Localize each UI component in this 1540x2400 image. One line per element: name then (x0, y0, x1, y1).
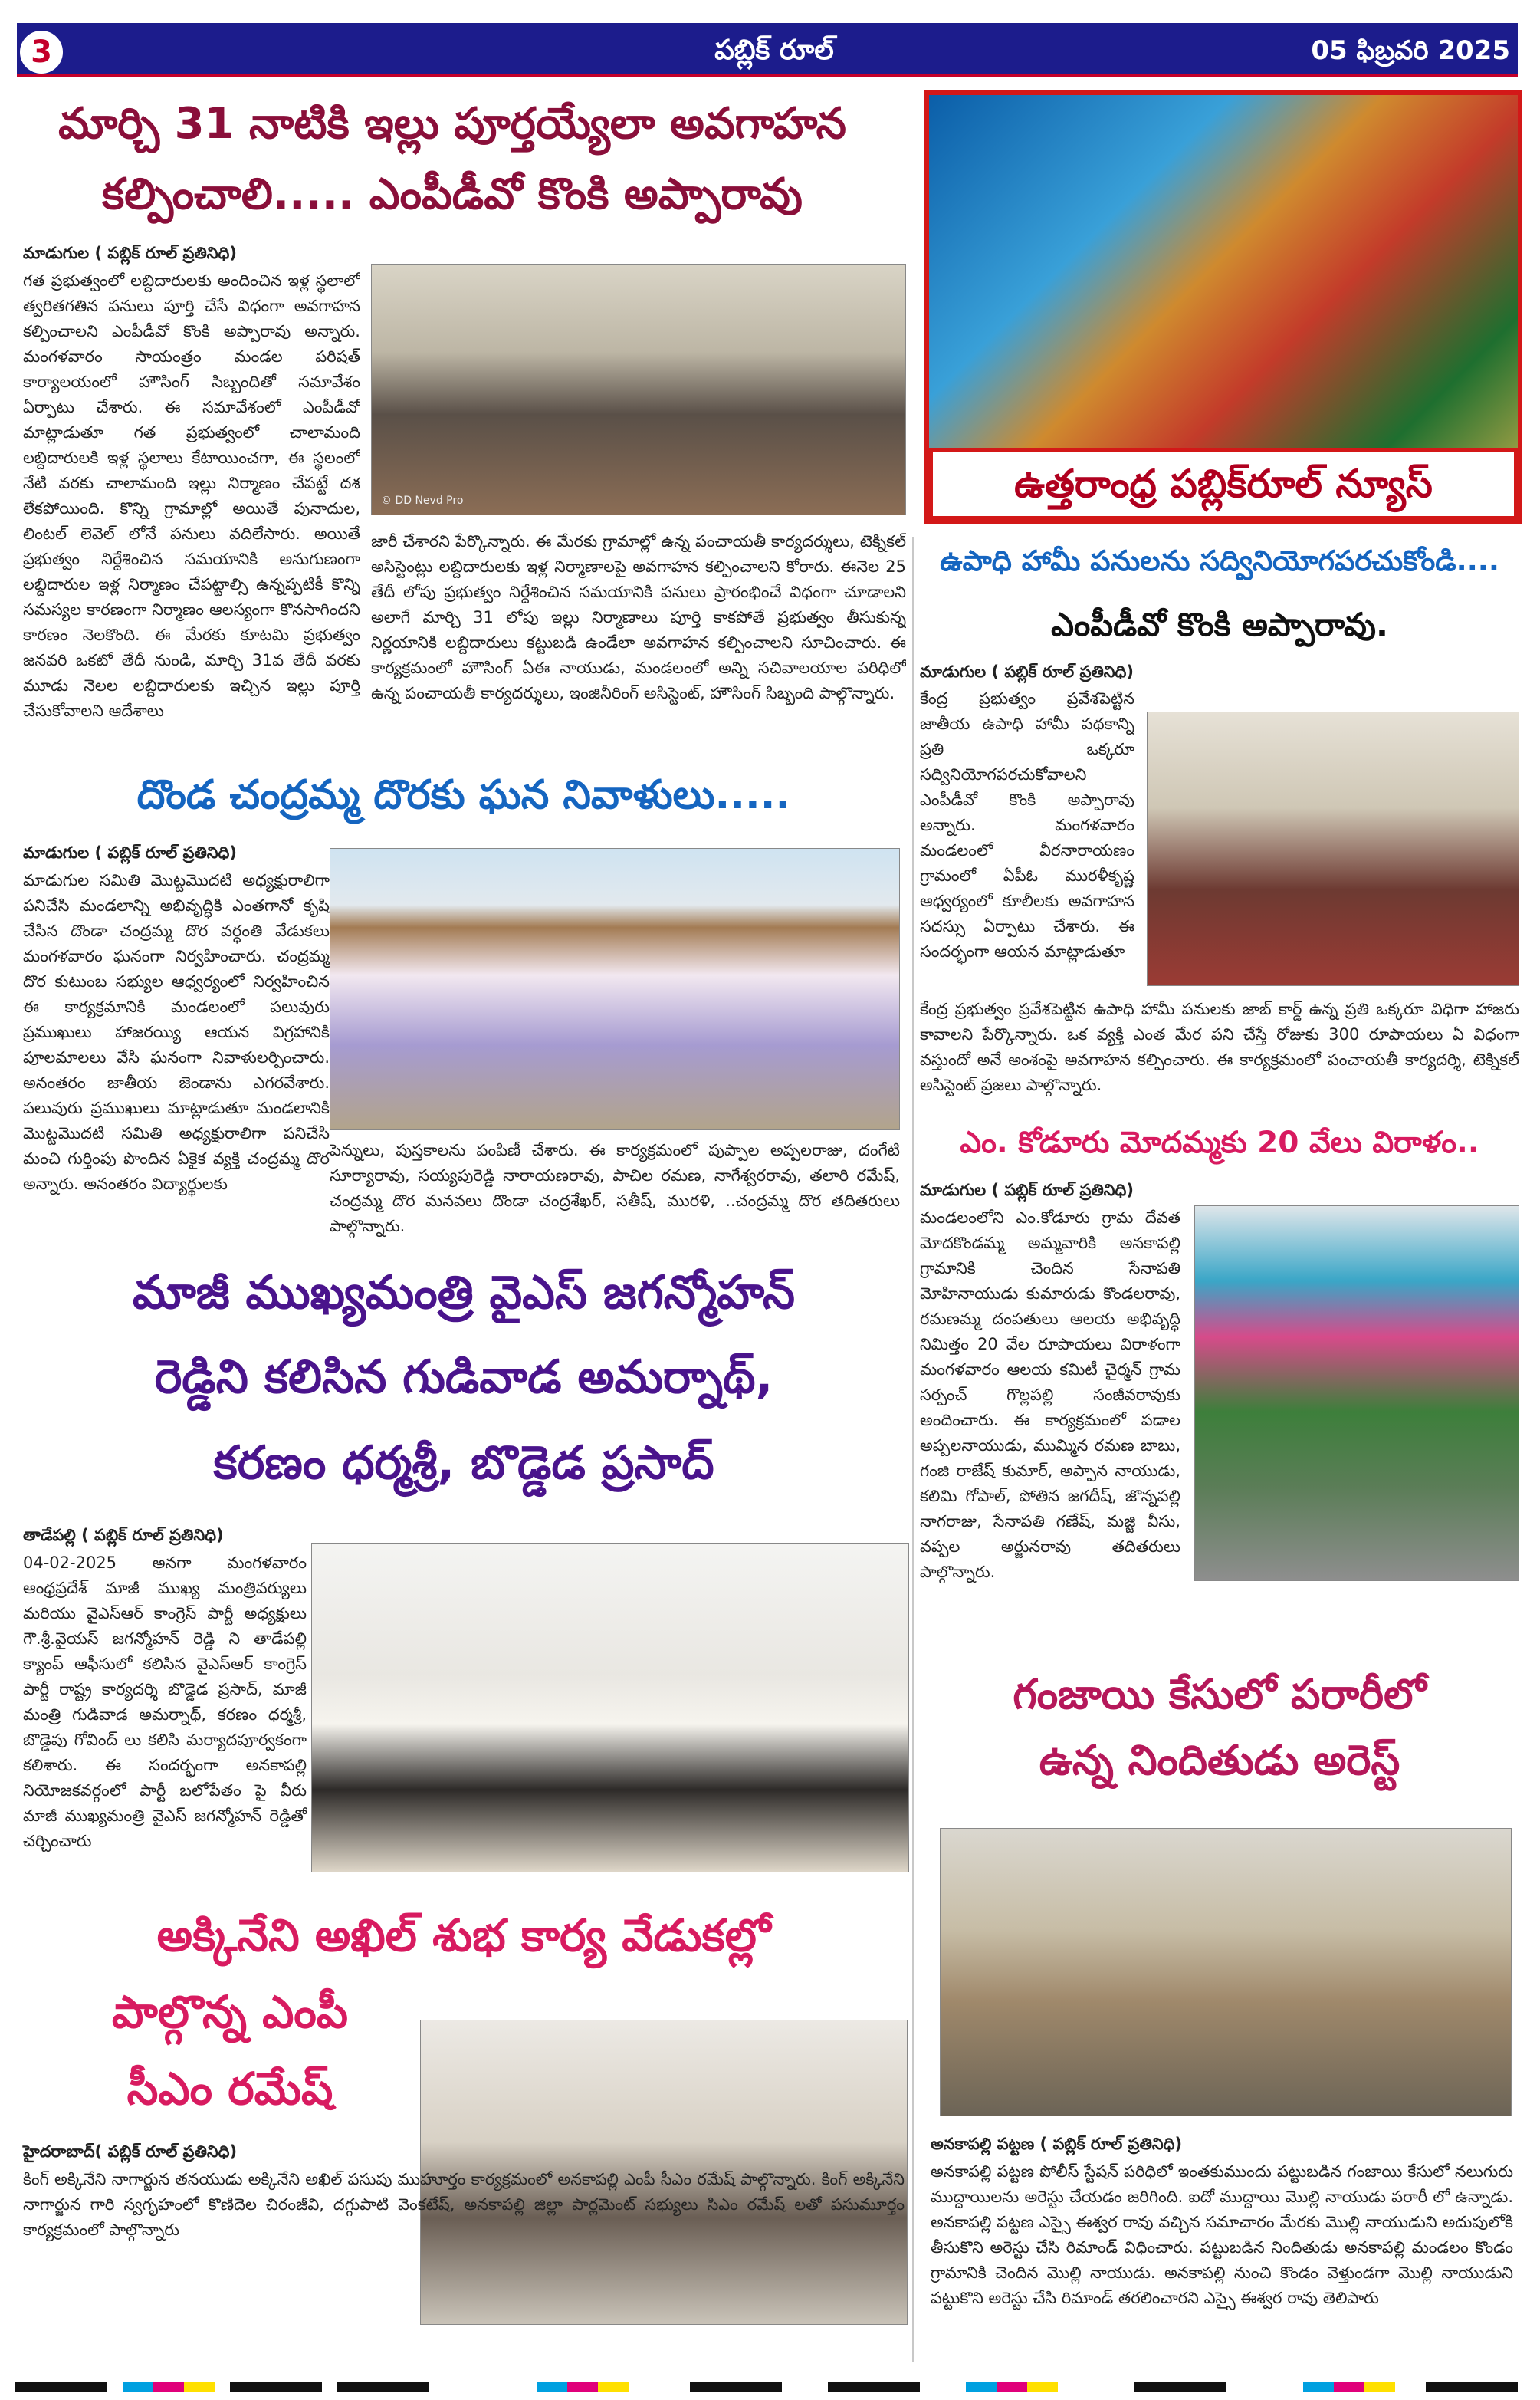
article1-photo (371, 264, 906, 515)
page-number: 3 (20, 31, 63, 74)
color-bar-black (1134, 2382, 1226, 2392)
article2-headline-line2: ఎంపీడీవో కొంకి అప్పారావు. (1051, 606, 1388, 643)
color-bar-cyan (123, 2382, 153, 2392)
article1-headline-line2: కల్పించాలి..... ఎంపీడీవో కొంకి అప్పారావు (102, 169, 803, 219)
paper-name: పబ్లిక్ రూల్ (714, 35, 834, 66)
article4-byline: మాడుగుల ( పబ్లిక్ రూల్ ప్రతినిధి) (920, 1181, 1134, 1199)
article3-byline: మాడుగుల ( పబ్లిక్ రూల్ ప్రతినిధి) (23, 843, 237, 862)
color-bar-black (1426, 2382, 1518, 2392)
article5-photo (311, 1543, 909, 1872)
color-bar-cyan (537, 2382, 567, 2392)
article4-headline: ఎం. కోడూరు మోదమ్మకు 20 వేలు విరాళం.. (960, 1126, 1479, 1160)
color-bar-magenta (997, 2382, 1027, 2392)
article2-photo (1147, 712, 1519, 986)
article6-headline-line2: ఉన్న నిందితుడు అరెస్ట్ (1039, 1736, 1400, 1784)
article3-body-col1: మాడుగుల సమితి మొట్టమొదటి అధ్యక్షురాలిగా పనిచేసి మండలాన్ని అభివృద్ధికి ఎంతగానో కృషి చేసిన దొండా చంద్రమ్మ దొర వర్ధంతి వేడుకలు మంగళవారం ఘనంగా నిర్వహించారు. చంద్రమ్మ దొర కుటుంబ సభ్యుల ఆధ్వర్యంలో నిర్వహించిన ఈ కార్యక్రమానికి మండలంలో పలువురు ప్రముఖులు హాజరయ్యి ఆయన విగ్రహానికి పూలమాలలు వేసి ఘనంగా నివాళులర్పించారు. అనంతరం జాతీయ జెండాను ఎగరవేశారు. పలువురు ప్రముఖులు మాట్లాడుతూ మండలానికి మొట్టమొదటి సమితి అధ్యక్షురాలిగా పనిచేసి మంచి గుర్తింపు పొందిన ఏకైక వ్యక్తి చంద్రమ్మ దొర అన్నారు. అనంతరం విద్యార్థులకు (23, 871, 330, 1193)
tourism-ad-label: ఉత్తరాంధ్ర పబ్లిక్‌రూల్ న్యూస్ (929, 448, 1518, 520)
article5-byline: తాడేపల్లి ( పబ్లిక్ రూల్ ప్రతినిధి) (23, 1526, 224, 1544)
article6-body: అనకాపల్లి పట్టణ పోలీస్ స్టేషన్ పరిధిలో ఇంతకుముందు పట్టుబడిన గంజాయి కేసులో నలుగురు ముద్దాయిలను అరెస్టు చేయడం జరిగింది. ఐదో ముద్దాయి మొల్లి నాయుడు పరారీ లో ఉన్నాడు. అనకాపల్లి పట్టణ ఎస్సై ఈశ్వర రావు వచ్చిన సమాచారం మేరకు మొల్లి నాయుడుని అదుపులోకి తీసుకొని అరెస్టు చేసి రిమాండ్ విధించారు. పట్టుబడిన నిందితుడు అనకాపల్లి మండలం కొండం గ్రామానికి చెందిన మొల్లి నాయుడు. అనకాపల్లి నుంచి కొండం వెళ్తుండగా మొల్లి నాయుడుని పట్టుకొని అరెస్టు చేసి రిమాండ్ తరలించారని ఎస్సై ఈశ్వర రావు తెలిపారు (931, 2162, 1513, 2307)
article3-headline: దొండ చంద్రమ్మ దొరకు ఘన నివాళులు..... (136, 772, 791, 818)
color-bar-cyan (966, 2382, 997, 2392)
article2-byline: మాడుగుల ( పబ్లిక్ రూల్ ప్రతినిధి) (920, 662, 1134, 681)
article1-body-col2: జారీ చేశారని పేర్కొన్నారు. ఈ మేరకు గ్రామాల్లో ఉన్న పంచాయతీ కార్యదర్శులు, టెక్నికల్ అసిస్టెంట్లు లబ్దిదారులకు ఇళ్ల నిర్మాణాలపై అవగాహన కల్పించాలని కోరారు. ఈనెల 25 తేదీ లోపు ప్రభుత్వం నిర్దేశించిన సమయానికి పనులు ప్రారంభించే విధంగా చూడాలని అలాగే మార్చి 31 లోపు ఇల్లు నిర్మాణాలు పూర్తి కాకపోతే ప్రభుత్వం తీసుకున్న నిర్ణయానికి లబ్దిదారులు కట్టుబడి ఉండేలా అవగాహన కల్పించాలని సూచించారు. ఈ కార్యక్రమంలో హౌసింగ్ ఏఈ నాయుడు, మండలంలో అన్ని సచివాలయాల పరిధిలో ఉన్న పంచాయతీ కార్యదర్శులు, ఇంజినీరింగ్ అసిస్టెంట్, హౌసింగ్ సిబ్బంది పాల్గొన్నారు. (371, 532, 906, 702)
column-divider (912, 537, 914, 2362)
color-bar-black (15, 2382, 107, 2392)
article6-headline-line1: గంజాయి కేసులో పరారీలో (1013, 1670, 1427, 1718)
photo-credit: © DD Nevd Pro (381, 495, 464, 507)
article7-headline-line3: సీఎం రమేష్ (126, 2063, 333, 2115)
color-bar-yellow (184, 2382, 215, 2392)
article4-body: మండలంలోని ఎం.కోడూరు గ్రామ దేవత మోదకొండమ్మ అమ్మవారికి అనకాపల్లి గ్రామానికి చెందిన సేనాపతి మోహినాయుడు కుమారుడు కొండలరావు, రమణమ్మ దంపతులు ఆలయ అభివృద్ధి నిమిత్తం 20 వేల రూపాయలు విరాళంగా మంగళవారం ఆలయ కమిటీ చైర్మన్ గ్రామ సర్పంచ్ గొల్లపల్లి సంజీవరావుకు అందించారు. ఈ కార్యక్రమంలో పడాల అప్పలనాయుడు, ముమ్మిన రమణ బాబు, గంజి రాజేష్ కుమార్, అప్పాన నాయుడు, కలిమి గోపాల్, పోతిన జగదీష్, జొన్నపల్లి నాగరాజు, సేనాపతి గణేష్, మజ్జి వీసు, వప్పల అర్జునరావు తదితరులు పాల్గొన్నారు. (920, 1208, 1180, 1581)
color-bar-magenta (567, 2382, 598, 2392)
article5-headline-line2: రెడ్డిని కలిసిన గుడివాడ అమర్నాథ్, (154, 1350, 773, 1404)
color-bar-black (230, 2382, 322, 2392)
article6-byline: అనకాపల్లి పట్టణ ( పబ్లిక్ రూల్ ప్రతినిధి) (931, 2135, 1183, 2153)
article7-body: కింగ్ అక్కినేని నాగార్జున తనయుడు అక్కినేని అఖిల్ పసుపు ముహూర్తం కార్యక్రమంలో అనకాపల్లి ఎంపీ సీఎం రమేష్ పాల్గొన్నారు. కింగ్ అక్కినేని నాగార్జున గారి స్వగృహంలో కొణిదెల చిరంజీవి, దగ్గుపాటి వెంకటేష్, అనకాపల్లి జిల్లా పార్లమెంట్ సభ్యులు సిఎం రమేష్ లతో పసుమూర్తం కార్యక్రమంలో పాల్గొన్నారు (23, 2170, 905, 2239)
color-bar-black (337, 2382, 429, 2392)
article2-headline-line1: ఉపాధి హామీ పనులను సద్వినియోగపరచుకోండి.... (940, 544, 1499, 577)
article1-body-col1: గత ప్రభుత్వంలో లబ్దిదారులకు అందించిన ఇళ్ల స్థలాలో త్వరితగతిన పనులు పూర్తి చేసే విధంగా అవగాహన కల్పించాలని ఎంపీడీవో కొంకి అప్పారావు అన్నారు. మంగళవారం సాయంత్రం మండల పరిషత్ కార్యాలయంలో హౌసింగ్ సిబ్బందితో సమావేశం ఏర్పాటు చేశారు. ఈ సమావేశంలో ఎంపీడీవో మాట్లాడుతూ గత ప్రభుత్వంలో చాలామంది లబ్దిదారులకి ఇళ్ల స్థలాలు కేటాయించగా, ఈ స్థలంలో నేటి వరకు చాలామంది ఇల్లు నిర్మాణం చేపట్టే దశ లేకపోయింది. కొన్ని గ్రామాల్లో అయితే పునాదుల, లింటల్ లెవెల్ లోనే పనులు వదిలేసారు. అయితే ప్రభుత్వం నిర్దేశించిన సమయానికి అనుగుణంగా లబ్దిదారుల ఇళ్ల నిర్మాణం చేపట్టాల్సి ఉన్నప్పటికీ కొన్ని సమస్యల కారణంగా నిర్మాణం ఆలస్యంగా కొనసాగిందని కారణం నెలకొంది. ఈ మేరకు కూటమి ప్రభుత్వం జనవరి ఒకటో తేదీ నుండి, మార్చి 31వ తేదీ వరకు మూడు నెలల లబ్దిదారులకు ఇచ్చిన ఇల్లు పూర్తి చేసుకోవాలని ఆదేశాలు (23, 271, 360, 720)
tourism-ad (924, 90, 1522, 524)
color-bar-cyan (1303, 2382, 1334, 2392)
article3-photo (330, 848, 900, 1130)
issue-date: 05 ఫిబ్రవరి 2025 (1311, 35, 1510, 66)
color-bar-yellow (598, 2382, 629, 2392)
article2-body-col1: కేంద్ర ప్రభుత్వం ప్రవేశపెట్టిన జాతీయ ఉపాధి హామీ పథకాన్ని ప్రతి ఒక్కరూ సద్వినియోగపరచుకోవాలని ఎంపీడీవో కొంకి అప్పారావు అన్నారు. మంగళవారం మండలంలో వీరనారాయణం గ్రామంలో ఏపీఓ మురళీకృష్ణ ఆధ్వర్యంలో కూలీలకు అవగాహన సదస్సు ఏర్పాటు చేశారు. ఈ సందర్భంగా ఆయన మాట్లాడుతూ (920, 689, 1134, 961)
article4-photo (1194, 1205, 1519, 1581)
color-bar-magenta (1334, 2382, 1364, 2392)
article1-byline: మాడుగుల ( పబ్లిక్ రూల్ ప్రతినిధి) (23, 244, 237, 262)
color-bar-magenta (153, 2382, 184, 2392)
article7-headline-line2: పాల్గొన్న ఎంపీ (111, 1986, 349, 2038)
color-bar-yellow (1364, 2382, 1395, 2392)
article5-headline-line3: కరణం ధర్మశ్రీ, బొడ్డెడ ప్రసాద్ (213, 1436, 714, 1490)
color-bar-yellow (1027, 2382, 1058, 2392)
article2-body-full: కేంద్ర ప్రభుత్వం ప్రవేశపెట్టిన ఉపాధి హామీ పనులకు జాబ్ కార్డ్ ఉన్న ప్రతి ఒక్కరూ విధిగా హాజరు కావాలని పేర్కొన్నారు. ఒక వ్యక్తి ఎంత మేర పని చేస్తే రోజుకు 300 రూపాయలు ఏ విధంగా వస్తుందో అనే అంశంపై అవగాహన కల్పించారు. ఈ కార్యక్రమంలో పంచాయతీ కార్యదర్శి, టెక్నికల్ అసిస్టెంట్ ప్రజలు పాల్గొన్నారు. (920, 1000, 1519, 1094)
article7-headline-line1: అక్కినేని అఖిల్ శుభ కార్య వేడుకల్లో (156, 1909, 771, 1961)
article5-headline-line1: మాజీ ముఖ్యమంత్రి వైఎస్ జగన్మోహన్ (132, 1266, 796, 1320)
article1-headline-line1: మార్చి 31 నాటికి ఇల్లు పూర్తయ్యేలా అవగాహన (58, 99, 846, 149)
color-bar-black (690, 2382, 782, 2392)
article7-byline: హైదరాబాద్( పబ్లిక్ రూల్ ప్రతినిధి) (23, 2142, 238, 2161)
article6-photo (940, 1828, 1512, 2116)
article5-body: 04-02-2025 అనగా మంగళవారం ఆంధ్రప్రదేశ్ మాజీ ముఖ్య మంత్రివర్యులు మరియు వైఎస్ఆర్ కాంగ్రెస్ పార్టీ అధ్యక్షులు గౌ.శ్రీ.వైయస్ జగన్మోహన్ రెడ్డి ని తాడేపల్లి క్యాంప్ ఆఫీసులో కలిసిన వైఎస్ఆర్ కాంగ్రెస్ పార్టీ రాష్ట్ర కార్యదర్శి బొడ్డెడ ప్రసాద్, మాజీ మంత్రి గుడివాడ అమర్నాథ్, కరణం ధర్మశ్రీ, బొడ్డెపు గోవింద్ లు కలిసి మర్యాదపూర్వకంగా కలిశారు. ఈ సందర్భంగా అనకాపల్లి నియోజకవర్గంలో పార్టీ బలోపేతం పై వీరు మాజీ ముఖ్యమంత్రి వైఎస్ జగన్మోహన్ రెడ్డితో చర్చించారు (23, 1553, 307, 1850)
color-bar-black (828, 2382, 920, 2392)
article3-body-col2: పెన్నులు, పుస్తకాలను పంపిణీ చేశారు. ఈ కార్యక్రమంలో పుప్పాల అప్పలరాజు, దంగేటి సూర్యారావు, సయ్యపురెడ్డి నారాయణరావు, పాచిల రమణ, నాగేశ్వరరావు, తలారి రమేష్, చంద్రమ్మ దొర మనవలు దొండా చంద్రశేఖర్, సతీష్, మురళి, ..చంద్రమ్మ దొర తదితరులు పాల్గొన్నారు. (330, 1141, 900, 1235)
